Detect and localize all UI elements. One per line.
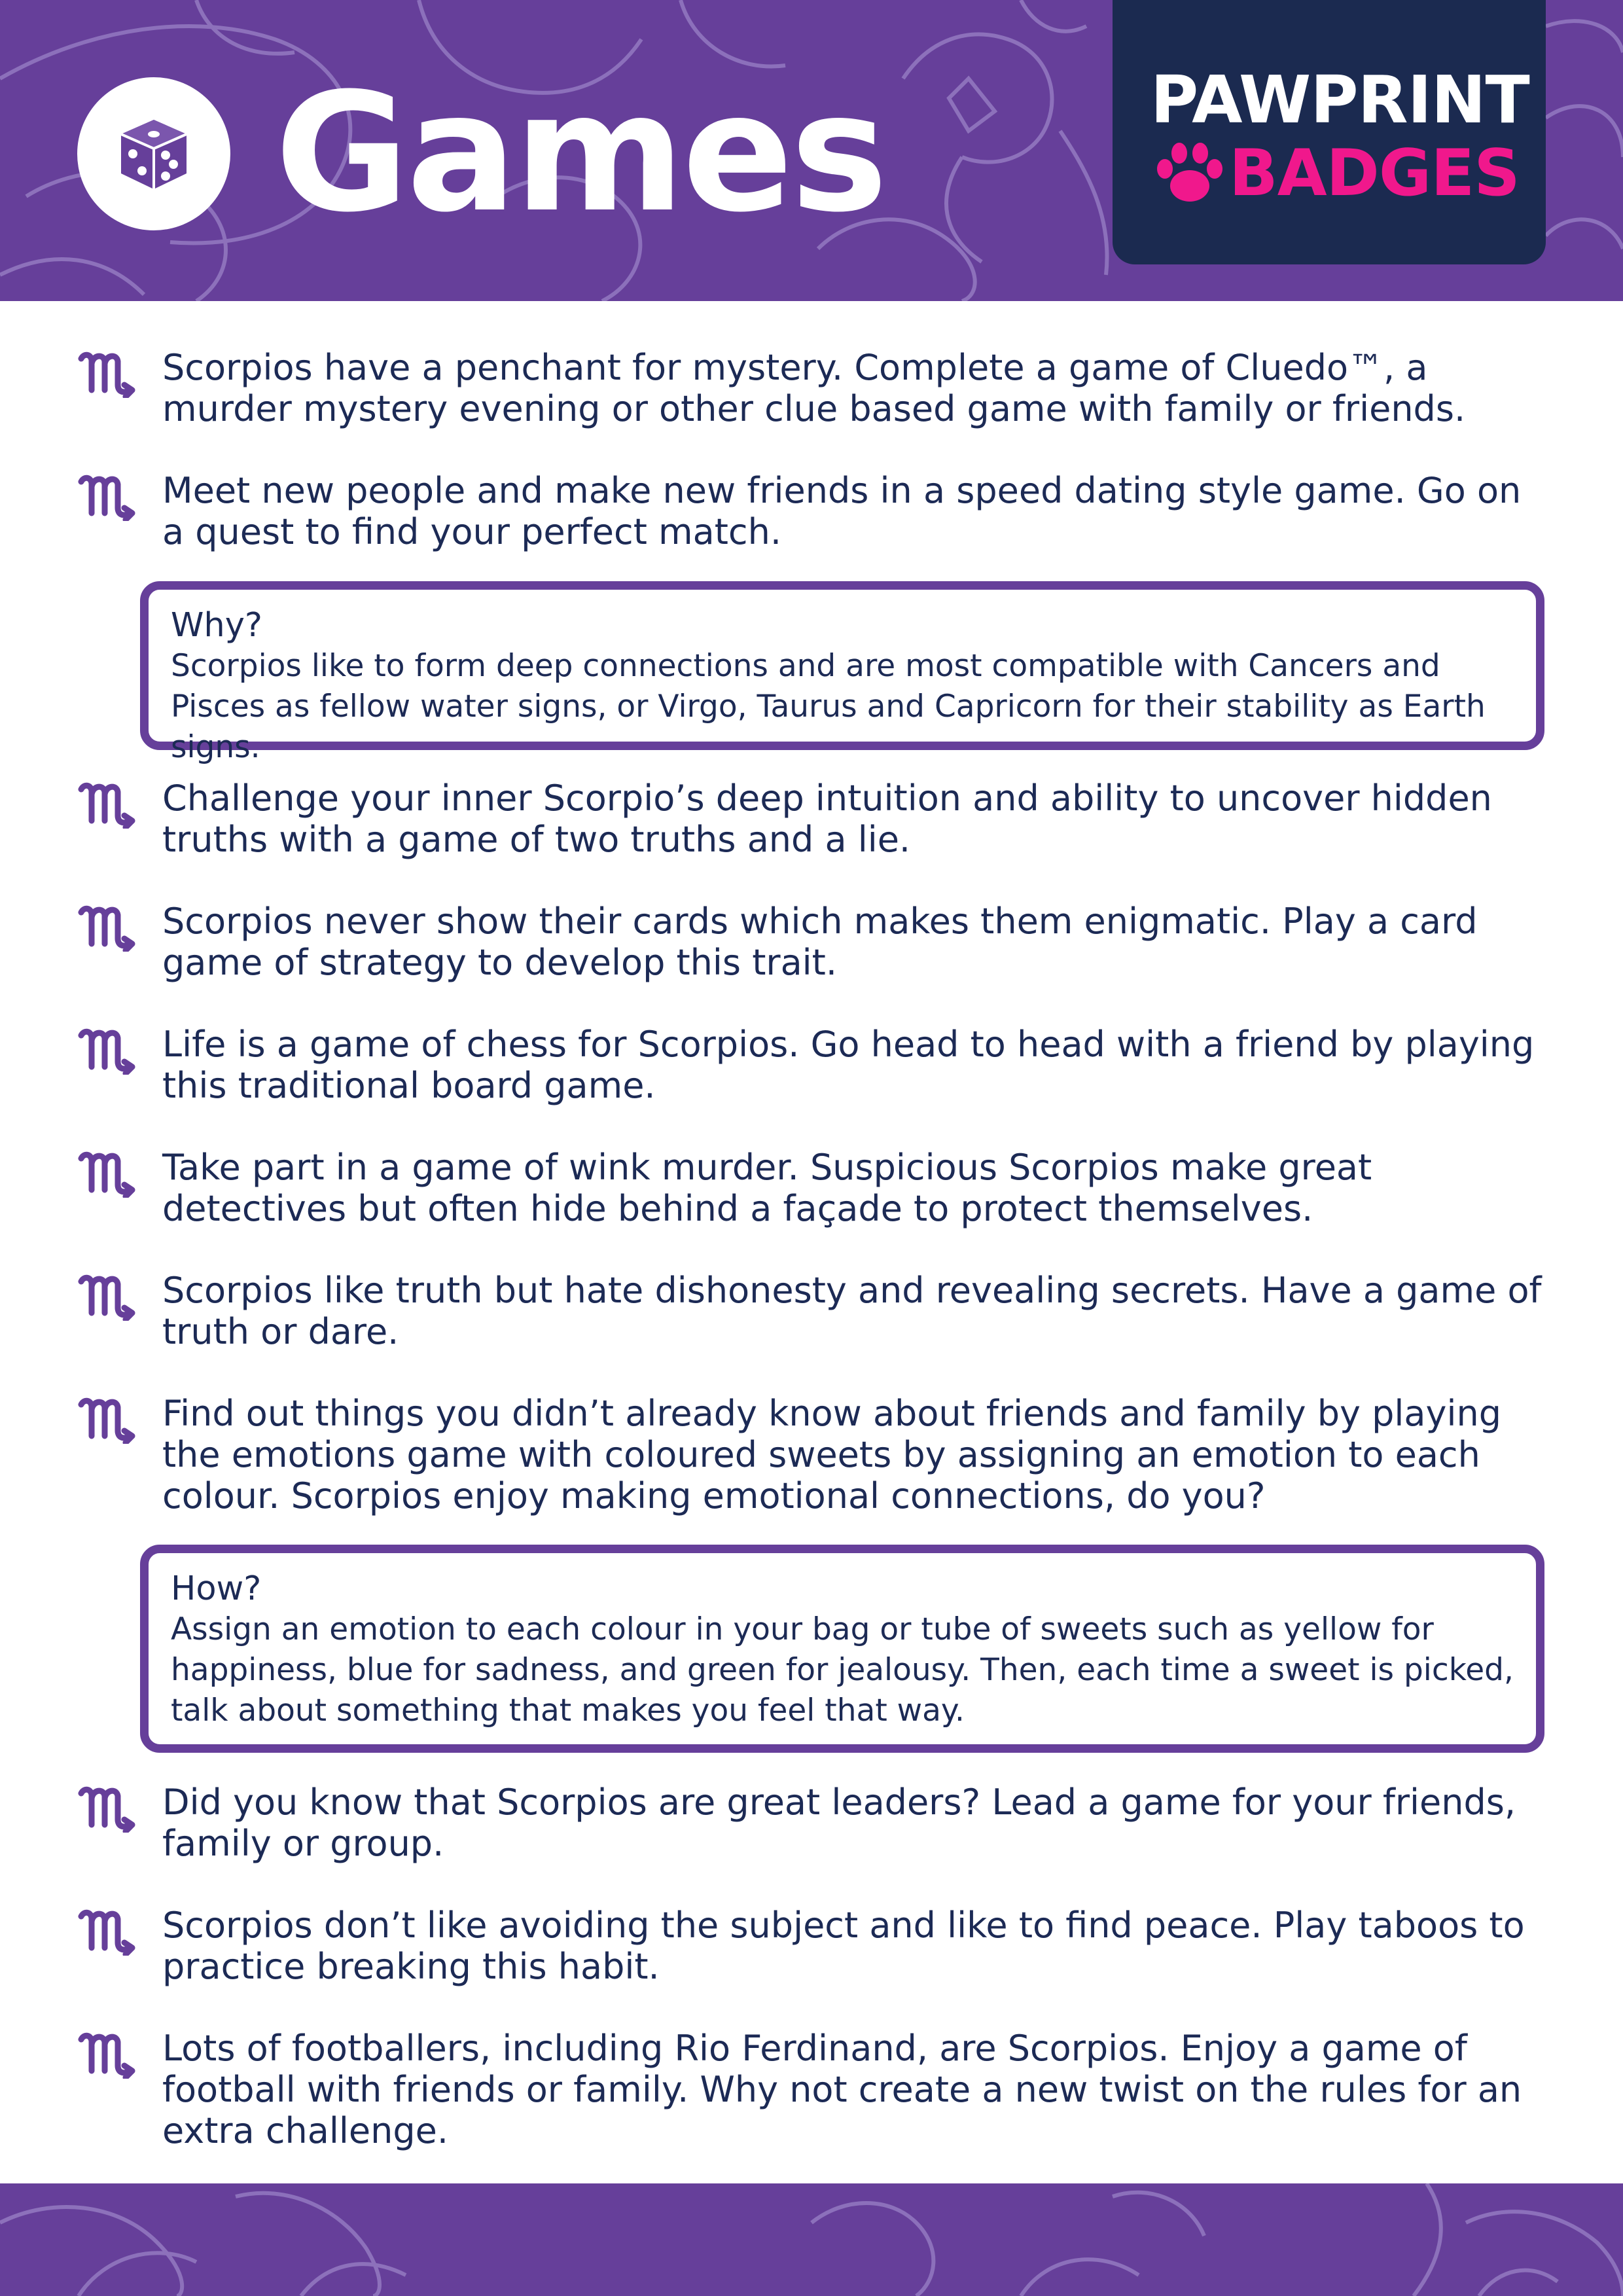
- scorpio-symbol-icon: [77, 2030, 137, 2081]
- scorpio-symbol-icon: [77, 1149, 137, 1200]
- how-info-box: [140, 1545, 1544, 1753]
- scorpio-symbol-icon: [77, 350, 137, 401]
- list-item-text: Take part in a game of wink murder. Suspicious Scorpios make great detectives but often hide behind a façade to protect themselves.: [162, 1147, 1372, 1229]
- list-item-text: Find out things you didn’t already know about friends and family by playing the emotions game with coloured sweets by assigning an emotion to each colour. Scorpios enjoy making emotional connections, do you?: [162, 1393, 1501, 1516]
- why-body: Scorpios like to form deep connections and are most compatible with Cancers and Pisces as fellow water signs, or Virgo, Taurus and Capricorn for their stability as Earth signs.: [171, 648, 1486, 765]
- why-heading: Why?: [171, 606, 263, 645]
- logo-line-2: BADGES: [1229, 136, 1520, 211]
- scorpio-symbol-icon: [77, 903, 137, 954]
- footer-banner: [0, 2183, 1623, 2296]
- list-item-text: Challenge your inner Scorpio’s deep intuition and ability to uncover hidden truths with a game of two truths and a lie.: [162, 778, 1492, 860]
- scorpio-symbol-icon: [77, 1026, 137, 1077]
- scorpio-symbol-icon: [77, 473, 137, 524]
- how-heading: How?: [171, 1570, 262, 1608]
- why-info-box: [140, 581, 1544, 765]
- pawprint-badges-logo: [1113, 0, 1546, 264]
- list-item-text: Scorpios like truth but hate dishonesty and revealing secrets. Have a game of truth or dare.: [162, 1270, 1542, 1352]
- scorpio-symbol-icon: [77, 1907, 137, 1958]
- list-item-text: Scorpios don’t like avoiding the subject and like to find peace. Play taboos to practice breaking this habit.: [162, 1905, 1525, 1987]
- page-title: Games: [275, 58, 885, 248]
- list-item-text: Life is a game of chess for Scorpios. Go head to head with a friend by playing this traditional board game.: [162, 1024, 1535, 1106]
- dice-icon: [108, 108, 200, 200]
- list-item-text: Did you know that Scorpios are great leaders? Lead a game for your friends, family or group.: [162, 1782, 1516, 1864]
- list-item-text: Scorpios never show their cards which makes them enigmatic. Play a card game of strategy to develop this trait.: [162, 901, 1478, 983]
- list-item-text: Meet new people and make new friends in a speed dating style game. Go on a quest to find your perfect match.: [162, 470, 1522, 552]
- list-item-text: Lots of footballers, including Rio Ferdinand, are Scorpios. Enjoy a game of football with friends or family. Why not create a new twist on the rules for an extra challenge.: [162, 2028, 1522, 2151]
- scorpio-symbol-icon: [77, 1784, 137, 1835]
- scorpio-symbol-icon: [77, 1272, 137, 1323]
- paw-print-icon: [1153, 140, 1225, 206]
- scorpion-line-art-decoration: [0, 2183, 1623, 2296]
- header-banner: [0, 0, 1623, 301]
- logo-line-1: PAWPRINT: [1150, 62, 1529, 138]
- how-body: Assign an emotion to each colour in your bag or tube of sweets such as yellow for happiness, blue for sadness, and green for jealousy. Then, each time a sweet is picked, talk about something that makes you feel that way.: [171, 1611, 1514, 1729]
- list-item-text: Scorpios have a penchant for mystery. Complete a game of Cluedo™, a murder mystery evening or other clue based game with family or friends.: [162, 347, 1466, 429]
- scorpio-symbol-icon: [77, 780, 137, 831]
- scorpio-symbol-icon: [77, 1395, 137, 1446]
- dice-icon-badge: [77, 77, 230, 230]
